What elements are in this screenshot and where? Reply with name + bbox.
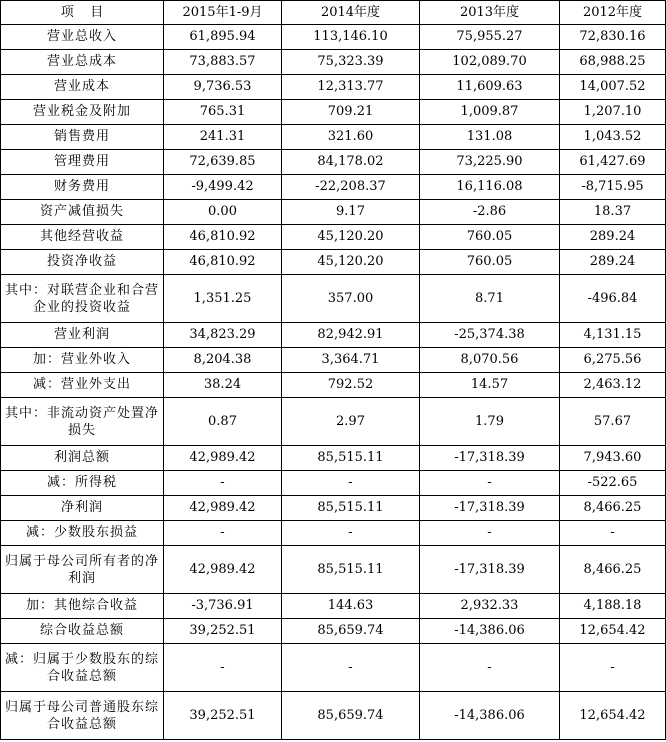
cell-value: 85,515.11 xyxy=(282,496,420,521)
table-row xyxy=(1,373,666,398)
cell-value: 75,955.27 xyxy=(420,25,560,50)
cell-value: -8,715.95 xyxy=(560,175,666,200)
cell-value: 14,007.52 xyxy=(560,75,666,100)
row-label: 加：营业外收入 xyxy=(1,348,164,373)
row-label: 减：少数股东损益 xyxy=(1,521,164,546)
cell-value: - xyxy=(560,644,666,692)
header-2012: 2012年度 xyxy=(560,1,666,25)
cell-value: 131.08 xyxy=(420,125,560,150)
cell-value: 42,989.42 xyxy=(164,546,282,594)
cell-value: -14,386.06 xyxy=(420,692,560,740)
cell-value: 9,736.53 xyxy=(164,75,282,100)
cell-value: 42,989.42 xyxy=(164,496,282,521)
cell-value: - xyxy=(420,521,560,546)
row-label: 其中：对联营企业和合营企业的投资收益 xyxy=(1,275,164,323)
table-row xyxy=(1,275,666,323)
cell-value: 2,463.12 xyxy=(560,373,666,398)
cell-value: 2,932.33 xyxy=(420,594,560,619)
cell-value: 38.24 xyxy=(164,373,282,398)
cell-value: 85,515.11 xyxy=(282,546,420,594)
cell-value: 12,654.42 xyxy=(560,692,666,740)
table-row xyxy=(1,250,666,275)
row-label: 营业总成本 xyxy=(1,50,164,75)
header-2015-q1-q3: 2015年1-9月 xyxy=(164,1,282,25)
row-label: 财务费用 xyxy=(1,175,164,200)
cell-value: -522.65 xyxy=(560,471,666,496)
cell-value: 72,639.85 xyxy=(164,150,282,175)
table-row xyxy=(1,348,666,373)
cell-value: 4,188.18 xyxy=(560,594,666,619)
table-row xyxy=(1,100,666,125)
cell-value: - xyxy=(282,521,420,546)
table-row xyxy=(1,323,666,348)
row-label: 投资净收益 xyxy=(1,250,164,275)
cell-value: 73,883.57 xyxy=(164,50,282,75)
cell-value: - xyxy=(164,644,282,692)
cell-value: 73,225.90 xyxy=(420,150,560,175)
row-label: 加：其他综合收益 xyxy=(1,594,164,619)
table-row xyxy=(1,175,666,200)
row-label: 净利润 xyxy=(1,496,164,521)
cell-value: 102,089.70 xyxy=(420,50,560,75)
cell-value: -3,736.91 xyxy=(164,594,282,619)
row-label: 归属于母公司所有者的净利润 xyxy=(1,546,164,594)
table-row xyxy=(1,225,666,250)
cell-value: - xyxy=(560,521,666,546)
cell-value: -25,374.38 xyxy=(420,323,560,348)
cell-value: 760.05 xyxy=(420,250,560,275)
cell-value: 321.60 xyxy=(282,125,420,150)
table-row xyxy=(1,446,666,471)
cell-value: 45,120.20 xyxy=(282,225,420,250)
cell-value: 12,313.77 xyxy=(282,75,420,100)
cell-value: 1,351.25 xyxy=(164,275,282,323)
row-label: 其他经营收益 xyxy=(1,225,164,250)
cell-value: -9,499.42 xyxy=(164,175,282,200)
cell-value: 0.00 xyxy=(164,200,282,225)
cell-value: 18.37 xyxy=(560,200,666,225)
table-row xyxy=(1,471,666,496)
cell-value: 14.57 xyxy=(420,373,560,398)
row-label: 归属于母公司普通股东综合收益总额 xyxy=(1,692,164,740)
row-label: 营业利润 xyxy=(1,323,164,348)
table-row xyxy=(1,50,666,75)
cell-value: 42,989.42 xyxy=(164,446,282,471)
cell-value: 113,146.10 xyxy=(282,25,420,50)
cell-value: 84,178.02 xyxy=(282,150,420,175)
cell-value: 9.17 xyxy=(282,200,420,225)
cell-value: 792.52 xyxy=(282,373,420,398)
header-2013: 2013年度 xyxy=(420,1,560,25)
cell-value: 75,323.39 xyxy=(282,50,420,75)
cell-value: 8,204.38 xyxy=(164,348,282,373)
header-2014: 2014年度 xyxy=(282,1,420,25)
cell-value: - xyxy=(164,471,282,496)
table-row xyxy=(1,692,666,740)
cell-value: 61,427.69 xyxy=(560,150,666,175)
cell-value: 11,609.63 xyxy=(420,75,560,100)
cell-value: 34,823.29 xyxy=(164,323,282,348)
table-row xyxy=(1,398,666,446)
cell-value: - xyxy=(282,471,420,496)
cell-value: 8,466.25 xyxy=(560,496,666,521)
cell-value: 357.00 xyxy=(282,275,420,323)
cell-value: 16,116.08 xyxy=(420,175,560,200)
cell-value: -2.86 xyxy=(420,200,560,225)
cell-value: 709.21 xyxy=(282,100,420,125)
row-label: 资产减值损失 xyxy=(1,200,164,225)
table-row xyxy=(1,75,666,100)
cell-value: 82,942.91 xyxy=(282,323,420,348)
cell-value: 12,654.42 xyxy=(560,619,666,644)
cell-value: 7,943.60 xyxy=(560,446,666,471)
cell-value: 8,466.25 xyxy=(560,546,666,594)
header-row xyxy=(1,1,666,25)
cell-value: - xyxy=(420,471,560,496)
cell-value: 72,830.16 xyxy=(560,25,666,50)
table-row xyxy=(1,546,666,594)
row-label: 综合收益总额 xyxy=(1,619,164,644)
cell-value: 46,810.92 xyxy=(164,250,282,275)
cell-value: 61,895.94 xyxy=(164,25,282,50)
cell-value: 85,659.74 xyxy=(282,692,420,740)
cell-value: -14,386.06 xyxy=(420,619,560,644)
cell-value: 85,515.11 xyxy=(282,446,420,471)
cell-value: 45,120.20 xyxy=(282,250,420,275)
cell-value: - xyxy=(420,644,560,692)
cell-value: 4,131.15 xyxy=(560,323,666,348)
cell-value: - xyxy=(282,644,420,692)
row-label: 其中：非流动资产处置净损失 xyxy=(1,398,164,446)
cell-value: 2.97 xyxy=(282,398,420,446)
row-label: 营业总收入 xyxy=(1,25,164,50)
cell-value: 85,659.74 xyxy=(282,619,420,644)
cell-value: 3,364.71 xyxy=(282,348,420,373)
cell-value: 8.71 xyxy=(420,275,560,323)
cell-value: 760.05 xyxy=(420,225,560,250)
table-row xyxy=(1,150,666,175)
cell-value: 39,252.51 xyxy=(164,619,282,644)
cell-value: 241.31 xyxy=(164,125,282,150)
cell-value: 1,009.87 xyxy=(420,100,560,125)
cell-value: 1,043.52 xyxy=(560,125,666,150)
table-row xyxy=(1,644,666,692)
cell-value: -17,318.39 xyxy=(420,446,560,471)
table-row xyxy=(1,594,666,619)
row-label: 营业税金及附加 xyxy=(1,100,164,125)
cell-value: 144.63 xyxy=(282,594,420,619)
table-row xyxy=(1,521,666,546)
cell-value: 57.67 xyxy=(560,398,666,446)
cell-value: - xyxy=(164,521,282,546)
cell-value: 46,810.92 xyxy=(164,225,282,250)
cell-value: 39,252.51 xyxy=(164,692,282,740)
cell-value: 289.24 xyxy=(560,225,666,250)
header-item: 项 目 xyxy=(1,1,164,25)
table-row xyxy=(1,25,666,50)
row-label: 利润总额 xyxy=(1,446,164,471)
row-label: 减：归属于少数股东的综合收益总额 xyxy=(1,644,164,692)
cell-value: 8,070.56 xyxy=(420,348,560,373)
row-label: 管理费用 xyxy=(1,150,164,175)
cell-value: 765.31 xyxy=(164,100,282,125)
row-label: 营业成本 xyxy=(1,75,164,100)
cell-value: 1,207.10 xyxy=(560,100,666,125)
cell-value: 1.79 xyxy=(420,398,560,446)
table-row xyxy=(1,496,666,521)
row-label: 减：所得税 xyxy=(1,471,164,496)
table-row xyxy=(1,125,666,150)
cell-value: 6,275.56 xyxy=(560,348,666,373)
row-label: 销售费用 xyxy=(1,125,164,150)
cell-value: 68,988.25 xyxy=(560,50,666,75)
row-label: 减：营业外支出 xyxy=(1,373,164,398)
table-row xyxy=(1,200,666,225)
cell-value: -22,208.37 xyxy=(282,175,420,200)
cell-value: 0.87 xyxy=(164,398,282,446)
cell-value: 289.24 xyxy=(560,250,666,275)
cell-value: -17,318.39 xyxy=(420,546,560,594)
cell-value: -496.84 xyxy=(560,275,666,323)
table-row xyxy=(1,619,666,644)
cell-value: -17,318.39 xyxy=(420,496,560,521)
